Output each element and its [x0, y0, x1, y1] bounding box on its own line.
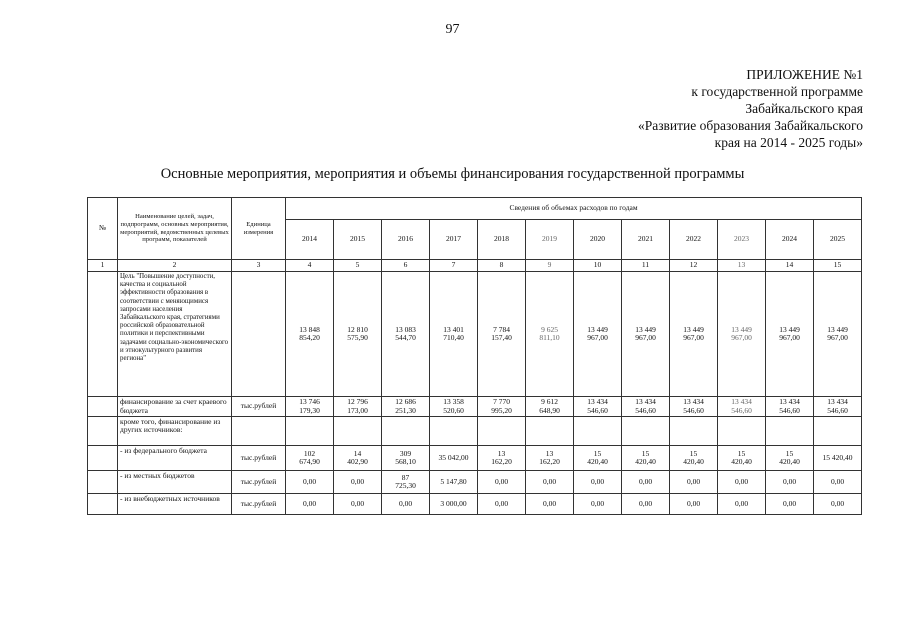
- row-num: [88, 446, 118, 471]
- value-cell: [622, 417, 670, 446]
- column-number: 5: [334, 260, 382, 272]
- header-year: 2017: [430, 220, 478, 260]
- appendix-line-4: «Развитие образования Забайкальского: [637, 118, 863, 133]
- row-name: кроме того, финансирование из других источников:: [118, 417, 232, 446]
- value-cell: 13 449 967,00: [814, 272, 862, 397]
- row-name: - из внебюджетных источников: [118, 494, 232, 515]
- value-cell: 0,00: [334, 494, 382, 515]
- row-unit: тыс.рублей: [232, 471, 286, 494]
- value-cell: 0,00: [526, 494, 574, 515]
- value-cell: 0,00: [526, 471, 574, 494]
- header-num: №: [88, 198, 118, 260]
- appendix-line-5: края на 2014 - 2025 годы»: [714, 135, 863, 150]
- document-title: Основные мероприятия, мероприятия и объемы финансирования государственной программы: [160, 166, 745, 182]
- appendix-line-1: ПРИЛОЖЕНИЕ №1: [746, 67, 863, 82]
- column-number: 13: [718, 260, 766, 272]
- header-year: 2016: [382, 220, 430, 260]
- row-name: - из федерального бюджета: [118, 446, 232, 471]
- value-cell: 13 434 546,60: [814, 397, 862, 417]
- value-cell: 12 796 173,00: [334, 397, 382, 417]
- value-cell: 13 449 967,00: [670, 272, 718, 397]
- value-cell: 102 674,90: [286, 446, 334, 471]
- value-cell: [574, 417, 622, 446]
- value-cell: 13 358 520,60: [430, 397, 478, 417]
- column-number: 14: [766, 260, 814, 272]
- value-cell: 5 147,80: [430, 471, 478, 494]
- value-cell: 0,00: [574, 471, 622, 494]
- table-row-extrabudget: [88, 494, 862, 515]
- header-unit: Единица измерения: [232, 198, 286, 260]
- value-cell: 0,00: [766, 494, 814, 515]
- row-num: [88, 397, 118, 417]
- value-cell: 3 000,00: [430, 494, 478, 515]
- header-year: 2021: [622, 220, 670, 260]
- value-cell: 0,00: [718, 471, 766, 494]
- row-num: [88, 471, 118, 494]
- row-name: - из местных бюджетов: [118, 471, 232, 494]
- value-cell: 0,00: [670, 494, 718, 515]
- table-row-goal: [88, 272, 862, 397]
- financing-table: [87, 197, 862, 515]
- value-cell: 13 434 546,60: [718, 397, 766, 417]
- table-row-other-sources: [88, 417, 862, 446]
- value-cell: 13 449 967,00: [766, 272, 814, 397]
- value-cell: 0,00: [718, 494, 766, 515]
- value-cell: 15 420,40: [574, 446, 622, 471]
- value-cell: [334, 417, 382, 446]
- header-year: 2015: [334, 220, 382, 260]
- value-cell: 0,00: [478, 494, 526, 515]
- value-cell: 13 083 544,70: [382, 272, 430, 397]
- header-year: 2018: [478, 220, 526, 260]
- column-number: 6: [382, 260, 430, 272]
- row-num: [88, 494, 118, 515]
- value-cell: 35 042,00: [430, 446, 478, 471]
- header-row-1: [88, 198, 862, 220]
- value-cell: [814, 417, 862, 446]
- value-cell: 13 449 967,00: [622, 272, 670, 397]
- value-cell: 7 784 157,40: [478, 272, 526, 397]
- row-unit: тыс.рублей: [232, 494, 286, 515]
- header-year: 2020: [574, 220, 622, 260]
- value-cell: 0,00: [286, 494, 334, 515]
- value-cell: 14 402,90: [334, 446, 382, 471]
- value-cell: 13 746 179,30: [286, 397, 334, 417]
- value-cell: 15 420,40: [814, 446, 862, 471]
- value-cell: 12 686 251,30: [382, 397, 430, 417]
- value-cell: 13 162,20: [526, 446, 574, 471]
- value-cell: 13 434 546,60: [670, 397, 718, 417]
- column-number: 10: [574, 260, 622, 272]
- value-cell: 309 568,10: [382, 446, 430, 471]
- value-cell: 0,00: [766, 471, 814, 494]
- row-num: [88, 417, 118, 446]
- header-year: 2024: [766, 220, 814, 260]
- value-cell: 12 810 575,90: [334, 272, 382, 397]
- header-year: 2022: [670, 220, 718, 260]
- value-cell: 15 420,40: [622, 446, 670, 471]
- table-row-local-budgets: [88, 471, 862, 494]
- value-cell: 13 401 710,40: [430, 272, 478, 397]
- value-cell: 15 420,40: [718, 446, 766, 471]
- value-cell: 0,00: [478, 471, 526, 494]
- value-cell: 13 449 967,00: [574, 272, 622, 397]
- column-number: 12: [670, 260, 718, 272]
- value-cell: [526, 417, 574, 446]
- appendix-line-3: Забайкальского края: [745, 101, 863, 116]
- value-cell: [478, 417, 526, 446]
- value-cell: 13 162,20: [478, 446, 526, 471]
- row-name: финансирование за счет краевого бюджета: [118, 397, 232, 417]
- row-unit: [232, 417, 286, 446]
- value-cell: 13 434 546,60: [766, 397, 814, 417]
- value-cell: 0,00: [574, 494, 622, 515]
- value-cell: [382, 417, 430, 446]
- row-unit: [232, 272, 286, 397]
- header-year: 2019: [526, 220, 574, 260]
- column-number: 1: [88, 260, 118, 272]
- row-unit: тыс.рублей: [232, 397, 286, 417]
- value-cell: 7 770 995,20: [478, 397, 526, 417]
- value-cell: 9 612 648,90: [526, 397, 574, 417]
- value-cell: 13 434 546,60: [574, 397, 622, 417]
- appendix-line-2: к государственной программе: [691, 84, 863, 99]
- value-cell: 0,00: [814, 471, 862, 494]
- value-cell: 13 848 854,20: [286, 272, 334, 397]
- column-number: 9: [526, 260, 574, 272]
- row-unit: тыс.рублей: [232, 446, 286, 471]
- value-cell: 15 420,40: [670, 446, 718, 471]
- value-cell: [766, 417, 814, 446]
- header-year: 2014: [286, 220, 334, 260]
- column-number: 8: [478, 260, 526, 272]
- value-cell: 0,00: [622, 471, 670, 494]
- page-number: 97: [445, 22, 460, 37]
- row-num: [88, 272, 118, 397]
- table-row-regional-budget: [88, 397, 862, 417]
- column-number: 3: [232, 260, 286, 272]
- column-number-row: [88, 260, 862, 272]
- column-number: 11: [622, 260, 670, 272]
- value-cell: 0,00: [622, 494, 670, 515]
- value-cell: 0,00: [382, 494, 430, 515]
- column-number: 15: [814, 260, 862, 272]
- header-expenses: Сведения об объемах расходов по годам: [286, 198, 862, 220]
- value-cell: 0,00: [670, 471, 718, 494]
- value-cell: [718, 417, 766, 446]
- header-name: Наименование целей, задач, подпрограмм, основных мероприятия, мероприятий, ведомственных целевых программ, показателей: [118, 198, 232, 260]
- value-cell: 15 420,40: [766, 446, 814, 471]
- column-number: 7: [430, 260, 478, 272]
- value-cell: [430, 417, 478, 446]
- header-year: 2025: [814, 220, 862, 260]
- header-year: 2023: [718, 220, 766, 260]
- column-number: 4: [286, 260, 334, 272]
- value-cell: 0,00: [334, 471, 382, 494]
- goal-name: Цель "Повышение доступности, качества и социальной эффективности образования в соответствии с меняющимися запросами населения Забайкальского края, стратегиями российской образовательной политики и перспективными задачами социально-экономического и этнокультурного развития региона": [118, 272, 232, 397]
- value-cell: 13 434 546,60: [622, 397, 670, 417]
- value-cell: [670, 417, 718, 446]
- value-cell: 13 449 967,00: [718, 272, 766, 397]
- value-cell: 87 725,30: [382, 471, 430, 494]
- appendix-block: [638, 66, 863, 151]
- column-number: 2: [118, 260, 232, 272]
- value-cell: [286, 417, 334, 446]
- value-cell: 0,00: [814, 494, 862, 515]
- value-cell: 9 625 811,10: [526, 272, 574, 397]
- table-row-federal-budget: [88, 446, 862, 471]
- value-cell: 0,00: [286, 471, 334, 494]
